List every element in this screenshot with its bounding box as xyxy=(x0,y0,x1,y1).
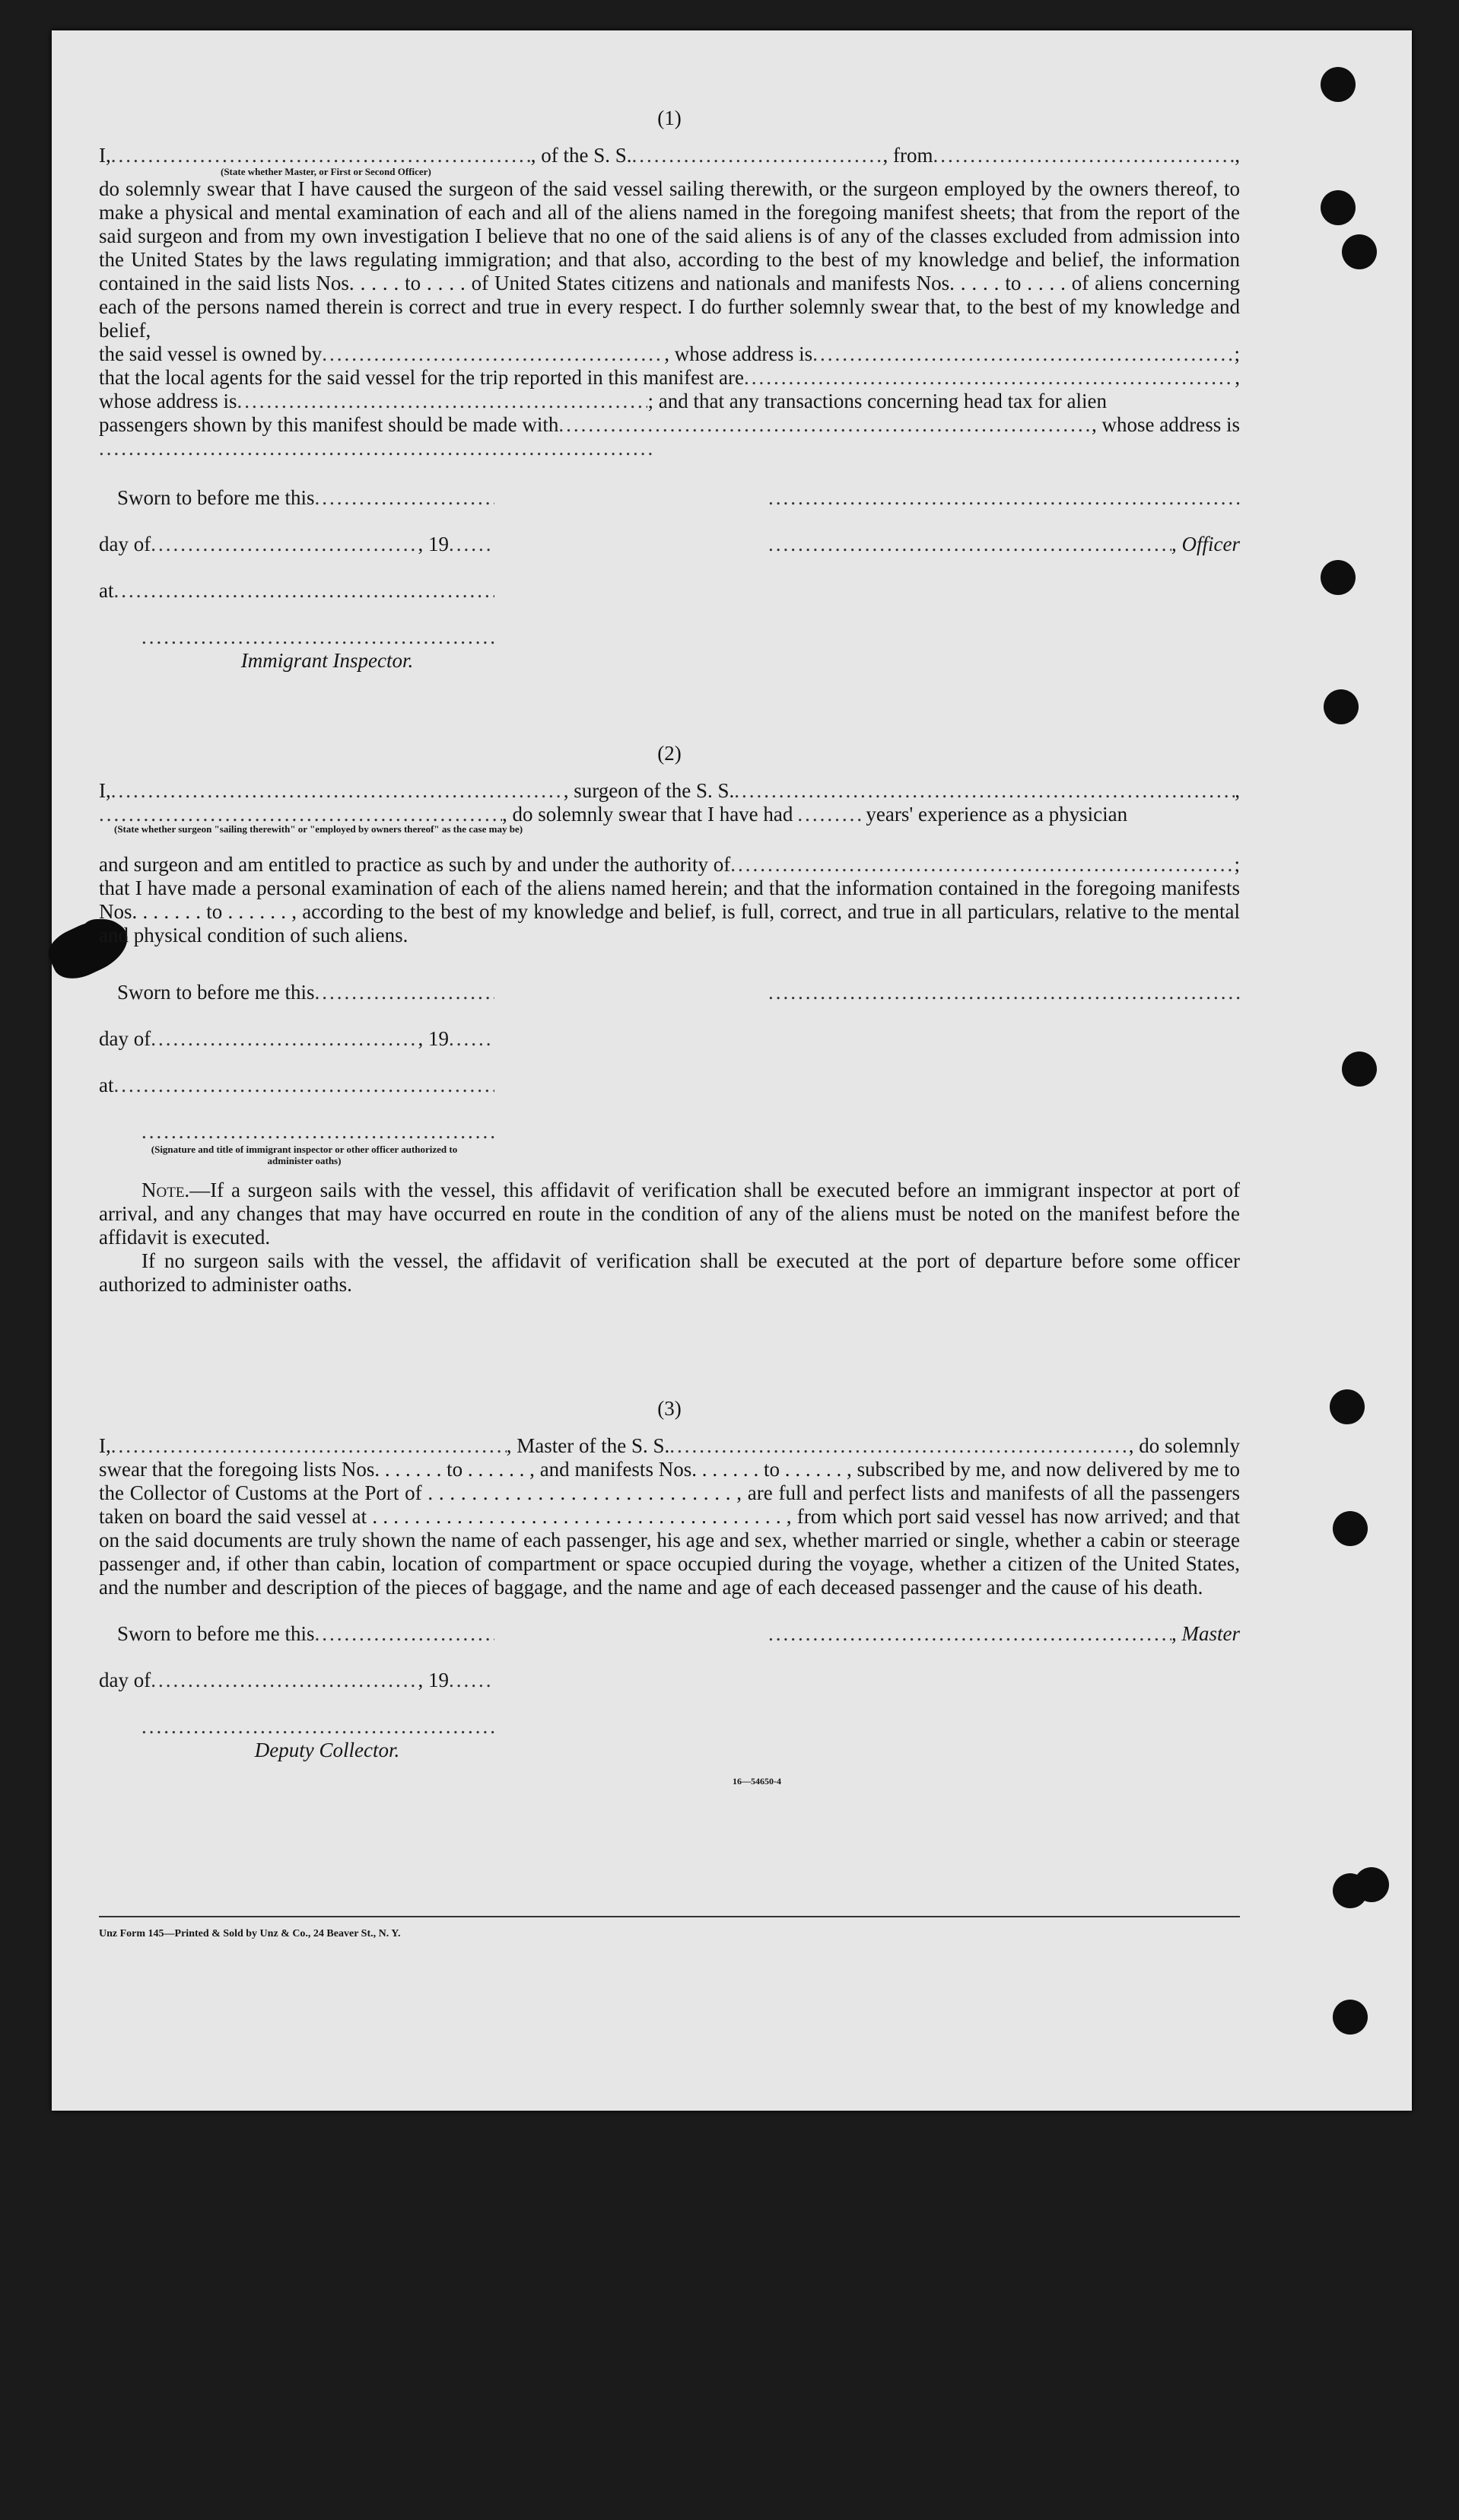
year-blank[interactable] xyxy=(449,533,494,556)
owner-blank[interactable] xyxy=(322,342,664,366)
binder-hole xyxy=(1321,67,1356,102)
from-blank[interactable] xyxy=(933,144,1235,167)
surgeon-vessel-blank[interactable] xyxy=(734,779,1235,803)
from-label: , from xyxy=(882,144,933,167)
note-paragraph: Note.—If a surgeon sails with the vessel, this affidavit of verification shall be executed before an immigrant inspector at port of arrival, and any changes that may have occurred en route in the condition of any of the aliens must be noted on the manifest before the affidavit is executed. xyxy=(99,1179,1240,1249)
at-label: at xyxy=(99,579,114,602)
signature-block-2: Sworn to before me this ..... day of ..... , 19 ..... at ..... ..... (Signature and title of immigrant inspector or other officer authorized to administer oaths) ..... xyxy=(99,981,1240,1194)
examination-text: that I have made a personal examination of each of the aliens named herein; and that the information contained in the foregoing manifests Nos. . . . . . . to . . . . . . , according to the best of my knowledge and belief, is full, correct, and true in all particulars, relative to the mental and physical condition of such aliens. xyxy=(99,877,1240,947)
signature-blank[interactable] xyxy=(141,1120,494,1144)
at-blank[interactable] xyxy=(114,579,495,603)
inspector-signature-blank[interactable] xyxy=(141,625,494,649)
note-label: Note. xyxy=(141,1179,190,1201)
master-label: , Master xyxy=(1171,1622,1240,1645)
surgeon-line: I, ..... , surgeon of the S. S. ..... , xyxy=(99,779,1240,803)
vessel-blank[interactable] xyxy=(632,144,883,167)
binder-hole xyxy=(1333,2000,1368,2035)
surgeon-caption: (State whether surgeon "sailing therewith" or "employed by owners thereof" as the case may be) xyxy=(114,823,523,835)
agents-line: that the local agents for the said vessel for the trip reported in this manifest are ..... , xyxy=(99,366,1240,390)
day-label: day of xyxy=(99,533,151,555)
binder-hole xyxy=(1324,689,1359,724)
agents-address-line: whose address is ..... ; and that any transactions concerning head tax for alien xyxy=(99,390,1240,413)
officer-signature-blank[interactable] xyxy=(768,486,1240,510)
section-number: (3) xyxy=(657,1397,682,1420)
binder-hole xyxy=(1354,1867,1389,1902)
collector-signature-blank[interactable] xyxy=(141,1715,494,1739)
oath-text: do solemnly swear that I have caused the surgeon of the said vessel sailing therewith, or the surgeon employed by the owners thereof, to make a physical and mental examination of each and all of the aliens named in the foregoing manifest sheets; that from the report of the said surgeon and from my own investigation I believe that no one of the said aliens is of any of the classes excluded from admission into the United States by the laws regulating immigration; and that also, according to the best of my knowledge and belief, the information contained in the said lists Nos. . . . . to . . . . of United States citizens and nationals and manifests Nos. . . . . to . . . . of aliens concerning each of the persons named therein is correct and true in every respect. I do further solemnly swear that, to the best of my knowledge and belief, xyxy=(99,177,1240,342)
year-blank[interactable] xyxy=(449,1027,494,1051)
officer-caption: (State whether Master, or First or Second Officer) xyxy=(221,166,431,177)
sworn-label: Sworn to before me this xyxy=(117,486,315,509)
officer-blank[interactable] xyxy=(111,144,531,167)
authority-blank[interactable] xyxy=(730,853,1234,877)
affidavit-section-1 xyxy=(99,107,1240,692)
head-tax-address-blank[interactable] xyxy=(99,437,654,460)
day-blank[interactable] xyxy=(151,1669,418,1692)
agents-address-blank[interactable] xyxy=(237,390,647,413)
binder-hole xyxy=(1342,234,1377,269)
pronoun: I, xyxy=(99,144,111,167)
affidavit-form xyxy=(99,107,1240,1793)
binder-hole xyxy=(1342,1052,1377,1087)
head-tax-line: passengers shown by this manifest should be made with ..... , whose address is xyxy=(99,413,1240,437)
affidavit-section-2 xyxy=(99,742,1240,1297)
note-paragraph-2: If no surgeon sails with the vessel, the affidavit of verification shall be executed at the port of departure before some officer authorized to administer oaths. xyxy=(99,1249,1240,1296)
binder-hole xyxy=(1321,560,1356,595)
master-signature-blank[interactable] xyxy=(768,1622,1171,1646)
authority-line: and surgeon and am entitled to practice as such by and under the authority of ..... ; xyxy=(99,853,1240,877)
section-number: (1) xyxy=(657,107,682,129)
footer-rule xyxy=(99,1916,1240,1917)
sworn-blank[interactable] xyxy=(314,981,494,1004)
affidavit-section-3 xyxy=(99,1397,1240,1793)
officer-line: I, ..... , of the S. S. ..... , from ..... , xyxy=(99,144,1240,167)
section-number: (2) xyxy=(657,742,682,765)
owner-address-blank[interactable] xyxy=(812,342,1234,366)
owner-line: the said vessel is owned by ..... , whose address is ..... ; xyxy=(99,342,1240,366)
officer-title-blank[interactable] xyxy=(768,533,1171,556)
year-label: , 19 xyxy=(418,533,449,555)
master-vessel-blank[interactable] xyxy=(669,1434,1129,1458)
sworn-blank[interactable] xyxy=(314,486,494,510)
binder-hole xyxy=(1321,190,1356,225)
head-tax-blank[interactable] xyxy=(558,413,1092,437)
master-line: I, ..... , Master of the S. S. ..... , do solemnly xyxy=(99,1434,1240,1458)
inspector-title: Immigrant Inspector. xyxy=(240,649,414,672)
at-blank[interactable] xyxy=(114,1074,495,1097)
binder-hole xyxy=(1330,1389,1365,1424)
master-name-blank[interactable] xyxy=(111,1434,507,1458)
signature-block-3: Sworn to before me this ..... day of ..... , 19 ..... ..... Deputy Collector. ..... , Master xyxy=(99,1622,1240,1752)
collector-title: Deputy Collector. xyxy=(254,1739,400,1761)
signature-caption: (Signature and title of immigrant inspector or other officer authorized to administer oaths) xyxy=(151,1144,458,1166)
day-blank[interactable] xyxy=(151,533,418,556)
delivery-text: swear that the foregoing lists Nos. . . . . . . to . . . . . . , and manifests Nos. . . . . . . to . . . . . . , subscribed by me, and now delivered by me to the Collector of Customs at the Port of . . . . . . . . . . . . . . . . . . . . . . . . . . . . , are full and perfect lists and manifests of all the passengers taken on board the said vessel at . . . . . . . . . . . . . . . . . . . . . . . . . . . . . . . . . . . . . . . , from which port said vessel has now arrived; and that on the said documents are truly shown the name of each passenger, his age and sex, whether married or single, whether a cabin or steerage passenger and, if other than cabin, location of compartment or space occupied during the voyage, whether a citizen of the United States, and the number and description of the pieces of baggage, and the name and age of each deceased passenger and the cause of his death. xyxy=(99,1458,1240,1599)
form-code: 16—54650-4 xyxy=(733,1776,781,1787)
of-ss-label: , of the S. S. xyxy=(530,144,632,167)
signature-block-1 xyxy=(99,486,1240,692)
year-blank[interactable] xyxy=(449,1669,494,1692)
surgeon-name-blank[interactable] xyxy=(111,779,564,803)
experience-line: ..... , do solemnly swear that I have had ..... years' experience as a physician xyxy=(99,803,1240,826)
printer-imprint: Unz Form 145—Printed & Sold by Unz & Co., 24 Beaver St., N. Y. xyxy=(99,1928,401,1939)
officer-label: , Officer xyxy=(1171,533,1240,555)
sworn-blank[interactable] xyxy=(314,1622,494,1646)
binder-hole xyxy=(1333,1511,1368,1546)
years-blank[interactable] xyxy=(797,803,861,826)
day-blank[interactable] xyxy=(151,1027,418,1051)
agents-blank[interactable] xyxy=(744,366,1235,390)
surgeon-signature-blank[interactable] xyxy=(768,981,1240,1004)
